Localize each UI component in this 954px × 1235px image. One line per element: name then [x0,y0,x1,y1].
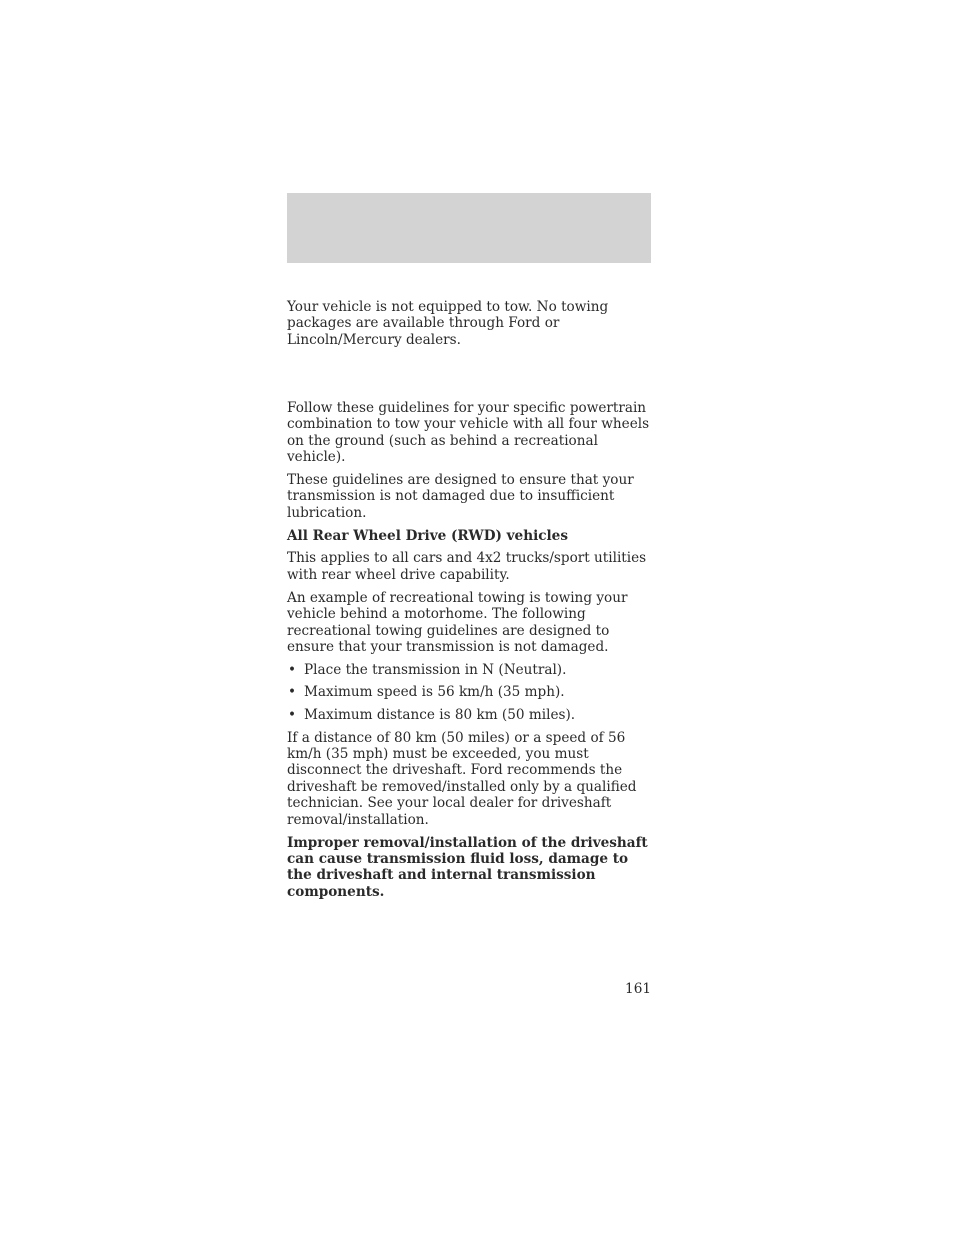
guidelines-intro-paragraph: Follow these guidelines for your specific powertrain combination to tow your vehicle with all four wheels on the ground (such as behind a recreational vehicle). [287,399,650,465]
section-gap [287,355,653,400]
bullet-icon: • [288,684,297,701]
rwd-applies-paragraph: This applies to all cars and 4x2 trucks/sport utilities with rear wheel drive capability. [287,550,647,583]
page-content [287,299,653,907]
header-band [287,193,651,263]
bullet-icon: • [288,706,297,723]
rwd-subheading: All Rear Wheel Drive (RWD) vehicles [287,527,568,544]
no-tow-paragraph: Your vehicle is not equipped to tow. No towing packages are available through Ford or Lincoln/Mercury dealers. [287,299,609,348]
list-item [287,707,653,723]
towing-guidelines-list [287,662,653,723]
list-item [287,662,653,678]
list-item-text: Place the transmission in N (Neutral). [304,661,567,678]
driveshaft-warning: Improper removal/installation of the driveshaft can cause transmission fluid loss, damage to the driveshaft and internal transmission components. [287,834,648,900]
driveshaft-paragraph: If a distance of 80 km (50 miles) or a speed of 56 km/h (35 mph) must be exceeded, you must disconnect the driveshaft. Ford recommends the driveshaft be removed/installed only by a qualified technician. See your local dealer for driveshaft removal/installation. [287,729,637,828]
page-number: 161 [625,981,651,997]
guidelines-purpose-paragraph: These guidelines are designed to ensure that your transmission is not damaged due to insufficient lubrication. [287,471,634,521]
list-item-text: Maximum speed is 56 km/h (35 mph). [304,684,565,701]
list-item [287,684,653,700]
bullet-icon: • [288,661,297,678]
list-item-text: Maximum distance is 80 km (50 miles). [304,706,576,723]
recreational-towing-paragraph: An example of recreational towing is towing your vehicle behind a motorhome. The following recreational towing guidelines are designed to ensure that your transmission is not damaged. [287,589,628,655]
